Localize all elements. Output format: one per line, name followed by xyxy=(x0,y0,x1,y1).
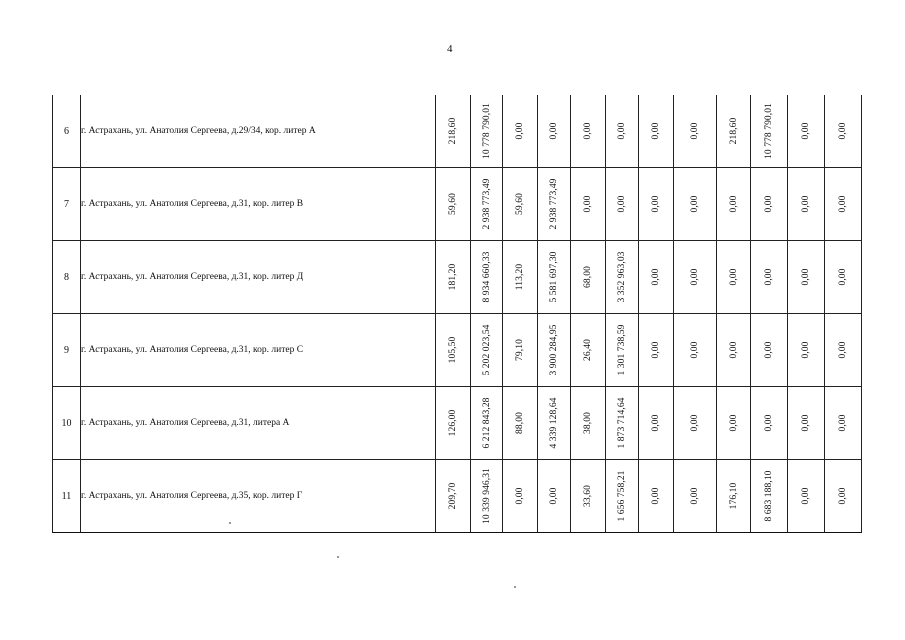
value-cell xyxy=(606,387,639,460)
value-text: 0,00 xyxy=(690,341,700,359)
value-text: 176,10 xyxy=(728,482,739,510)
value-cell xyxy=(788,168,825,241)
value-text: 3 352 963,03 xyxy=(617,251,627,303)
table-row xyxy=(53,168,862,241)
value-cell xyxy=(751,460,788,533)
value-text: 0,00 xyxy=(690,268,700,286)
value-text: 0,00 xyxy=(838,414,848,432)
value-text: 0,00 xyxy=(583,195,593,213)
value-text: 218,60 xyxy=(728,117,739,145)
address-cell: г. Астрахань, ул. Анатолия Сергеева, д.31, литера А xyxy=(81,387,436,460)
value-cell xyxy=(471,241,503,314)
value-cell xyxy=(788,95,825,168)
value-text: 8 934 660,33 xyxy=(481,251,492,303)
value-text: 8 683 188,10 xyxy=(764,470,774,522)
value-cell xyxy=(538,314,571,387)
value-cell xyxy=(538,241,571,314)
value-text: 0,00 xyxy=(515,487,525,505)
value-text: 0,00 xyxy=(728,414,739,432)
value-text: 26,40 xyxy=(583,339,593,361)
value-cell xyxy=(606,95,639,168)
value-text: 0,00 xyxy=(651,414,661,432)
value-text: 10 339 946,31 xyxy=(481,468,492,524)
value-cell xyxy=(606,314,639,387)
value-cell xyxy=(674,241,717,314)
value-cell xyxy=(639,241,674,314)
value-cell xyxy=(503,241,538,314)
value-cell xyxy=(788,387,825,460)
scan-speck xyxy=(229,522,231,524)
value-cell xyxy=(436,241,471,314)
value-cell xyxy=(436,168,471,241)
value-text: 5 202 023,54 xyxy=(481,324,492,376)
value-text: 0,00 xyxy=(764,341,774,359)
value-cell xyxy=(674,314,717,387)
value-text: 0,00 xyxy=(764,414,774,432)
value-text: 0,00 xyxy=(690,195,700,213)
value-cell xyxy=(471,95,503,168)
properties-table xyxy=(52,95,862,533)
value-text: 1 656 758,21 xyxy=(617,470,627,522)
scan-speck xyxy=(514,586,516,588)
value-text: 0,00 xyxy=(728,341,739,359)
table-row xyxy=(53,95,862,168)
table-row xyxy=(53,314,862,387)
value-cell xyxy=(674,460,717,533)
table-row xyxy=(53,387,862,460)
value-cell xyxy=(436,387,471,460)
value-text: 0,00 xyxy=(617,195,627,213)
value-cell xyxy=(825,95,862,168)
value-cell xyxy=(825,241,862,314)
value-cell xyxy=(717,168,751,241)
value-text: 38,00 xyxy=(583,412,593,434)
value-cell xyxy=(436,314,471,387)
value-text: 79,10 xyxy=(515,339,525,361)
value-text: 0,00 xyxy=(651,195,661,213)
value-text: 0,00 xyxy=(651,122,661,140)
value-cell xyxy=(717,460,751,533)
value-text: 0,00 xyxy=(651,487,661,505)
value-text: 0,00 xyxy=(801,268,811,286)
value-cell xyxy=(717,314,751,387)
value-text: 0,00 xyxy=(690,487,700,505)
value-cell xyxy=(571,460,606,533)
row-number: 11 xyxy=(53,460,81,533)
value-text: 0,00 xyxy=(690,414,700,432)
value-text: 0,00 xyxy=(651,268,661,286)
value-cell xyxy=(639,387,674,460)
value-cell xyxy=(639,460,674,533)
value-text: 59,60 xyxy=(515,193,525,215)
value-cell xyxy=(717,241,751,314)
value-text: 59,60 xyxy=(448,193,458,215)
value-cell xyxy=(825,314,862,387)
value-cell xyxy=(639,95,674,168)
value-text: 0,00 xyxy=(838,122,848,140)
value-cell xyxy=(606,241,639,314)
value-text: 0,00 xyxy=(764,268,774,286)
value-text: 0,00 xyxy=(838,341,848,359)
address-cell: г. Астрахань, ул. Анатолия Сергеева, д.29/34, кор. литер А xyxy=(81,95,436,168)
value-cell xyxy=(436,95,471,168)
value-cell xyxy=(751,241,788,314)
row-number: 6 xyxy=(53,95,81,168)
value-text: 113,20 xyxy=(515,263,525,291)
row-number: 8 xyxy=(53,241,81,314)
value-cell xyxy=(503,168,538,241)
value-cell xyxy=(471,460,503,533)
value-text: 0,00 xyxy=(728,268,739,286)
value-text: 218,60 xyxy=(448,117,458,145)
value-cell xyxy=(717,95,751,168)
value-text: 0,00 xyxy=(801,487,811,505)
address-cell: г. Астрахань, ул. Анатолия Сергеева, д.31, кор. литер В xyxy=(81,168,436,241)
value-text: 0,00 xyxy=(549,122,559,140)
address-cell: г. Астрахань, ул. Анатолия Сергеева, д.31, кор. литер Д xyxy=(81,241,436,314)
table-row xyxy=(53,460,862,533)
value-text: 0,00 xyxy=(764,195,774,213)
value-cell xyxy=(751,95,788,168)
value-cell xyxy=(717,387,751,460)
value-cell xyxy=(571,314,606,387)
value-cell xyxy=(674,95,717,168)
value-cell xyxy=(751,168,788,241)
value-text: 0,00 xyxy=(515,122,525,140)
table-row xyxy=(53,241,862,314)
value-text: 1 873 714,64 xyxy=(617,397,627,449)
value-cell xyxy=(503,387,538,460)
value-cell xyxy=(825,460,862,533)
address-cell: г. Астрахань, ул. Анатолия Сергеева, д.35, кор. литер Г xyxy=(81,460,436,533)
scan-speck xyxy=(337,556,339,558)
value-cell xyxy=(606,168,639,241)
value-cell xyxy=(503,460,538,533)
value-text: 0,00 xyxy=(838,195,848,213)
value-cell xyxy=(471,168,503,241)
value-cell xyxy=(639,168,674,241)
value-text: 126,00 xyxy=(448,409,458,437)
value-text: 0,00 xyxy=(838,268,848,286)
value-cell xyxy=(674,168,717,241)
value-text: 0,00 xyxy=(549,487,559,505)
value-cell xyxy=(788,314,825,387)
row-number: 9 xyxy=(53,314,81,387)
value-cell xyxy=(639,314,674,387)
value-text: 5 581 697,30 xyxy=(549,251,559,303)
value-cell xyxy=(571,241,606,314)
value-cell xyxy=(825,387,862,460)
value-cell xyxy=(538,460,571,533)
value-cell xyxy=(503,95,538,168)
value-cell xyxy=(538,95,571,168)
value-cell xyxy=(503,314,538,387)
value-text: 2 938 773,49 xyxy=(481,178,492,230)
value-text: 0,00 xyxy=(801,414,811,432)
value-text: 0,00 xyxy=(728,195,739,213)
value-text: 181,20 xyxy=(448,263,458,291)
value-cell xyxy=(751,387,788,460)
value-cell xyxy=(571,168,606,241)
value-text: 0,00 xyxy=(838,487,848,505)
value-cell xyxy=(471,314,503,387)
value-text: 0,00 xyxy=(801,195,811,213)
value-text: 105,50 xyxy=(448,336,458,364)
value-text: 6 212 843,28 xyxy=(481,397,492,449)
value-cell xyxy=(436,460,471,533)
value-cell xyxy=(788,241,825,314)
value-text: 209,70 xyxy=(448,482,458,510)
value-cell xyxy=(471,387,503,460)
value-cell xyxy=(674,387,717,460)
value-text: 10 778 790,01 xyxy=(764,103,774,159)
value-cell xyxy=(538,387,571,460)
value-cell xyxy=(606,460,639,533)
value-cell xyxy=(571,387,606,460)
value-text: 10 778 790,01 xyxy=(481,103,492,159)
value-text: 68,00 xyxy=(583,266,593,288)
value-text: 3 900 284,95 xyxy=(549,324,559,376)
address-cell: г. Астрахань, ул. Анатолия Сергеева, д.31, кор. литер С xyxy=(81,314,436,387)
row-number: 7 xyxy=(53,168,81,241)
value-text: 33,60 xyxy=(583,485,593,507)
value-text: 1 301 738,59 xyxy=(617,324,627,376)
row-number: 10 xyxy=(53,387,81,460)
value-text: 2 938 773,49 xyxy=(549,178,559,230)
value-cell xyxy=(751,314,788,387)
value-text: 0,00 xyxy=(690,122,700,140)
page-number: 4 xyxy=(447,43,453,55)
value-text: 0,00 xyxy=(651,341,661,359)
value-cell xyxy=(825,168,862,241)
value-text: 88,00 xyxy=(515,412,525,434)
value-text: 0,00 xyxy=(617,122,627,140)
value-text: 0,00 xyxy=(801,341,811,359)
value-cell xyxy=(571,95,606,168)
value-text: 4 339 128,64 xyxy=(549,397,559,449)
value-cell xyxy=(788,460,825,533)
value-cell xyxy=(538,168,571,241)
value-text: 0,00 xyxy=(801,122,811,140)
value-text: 0,00 xyxy=(583,122,593,140)
